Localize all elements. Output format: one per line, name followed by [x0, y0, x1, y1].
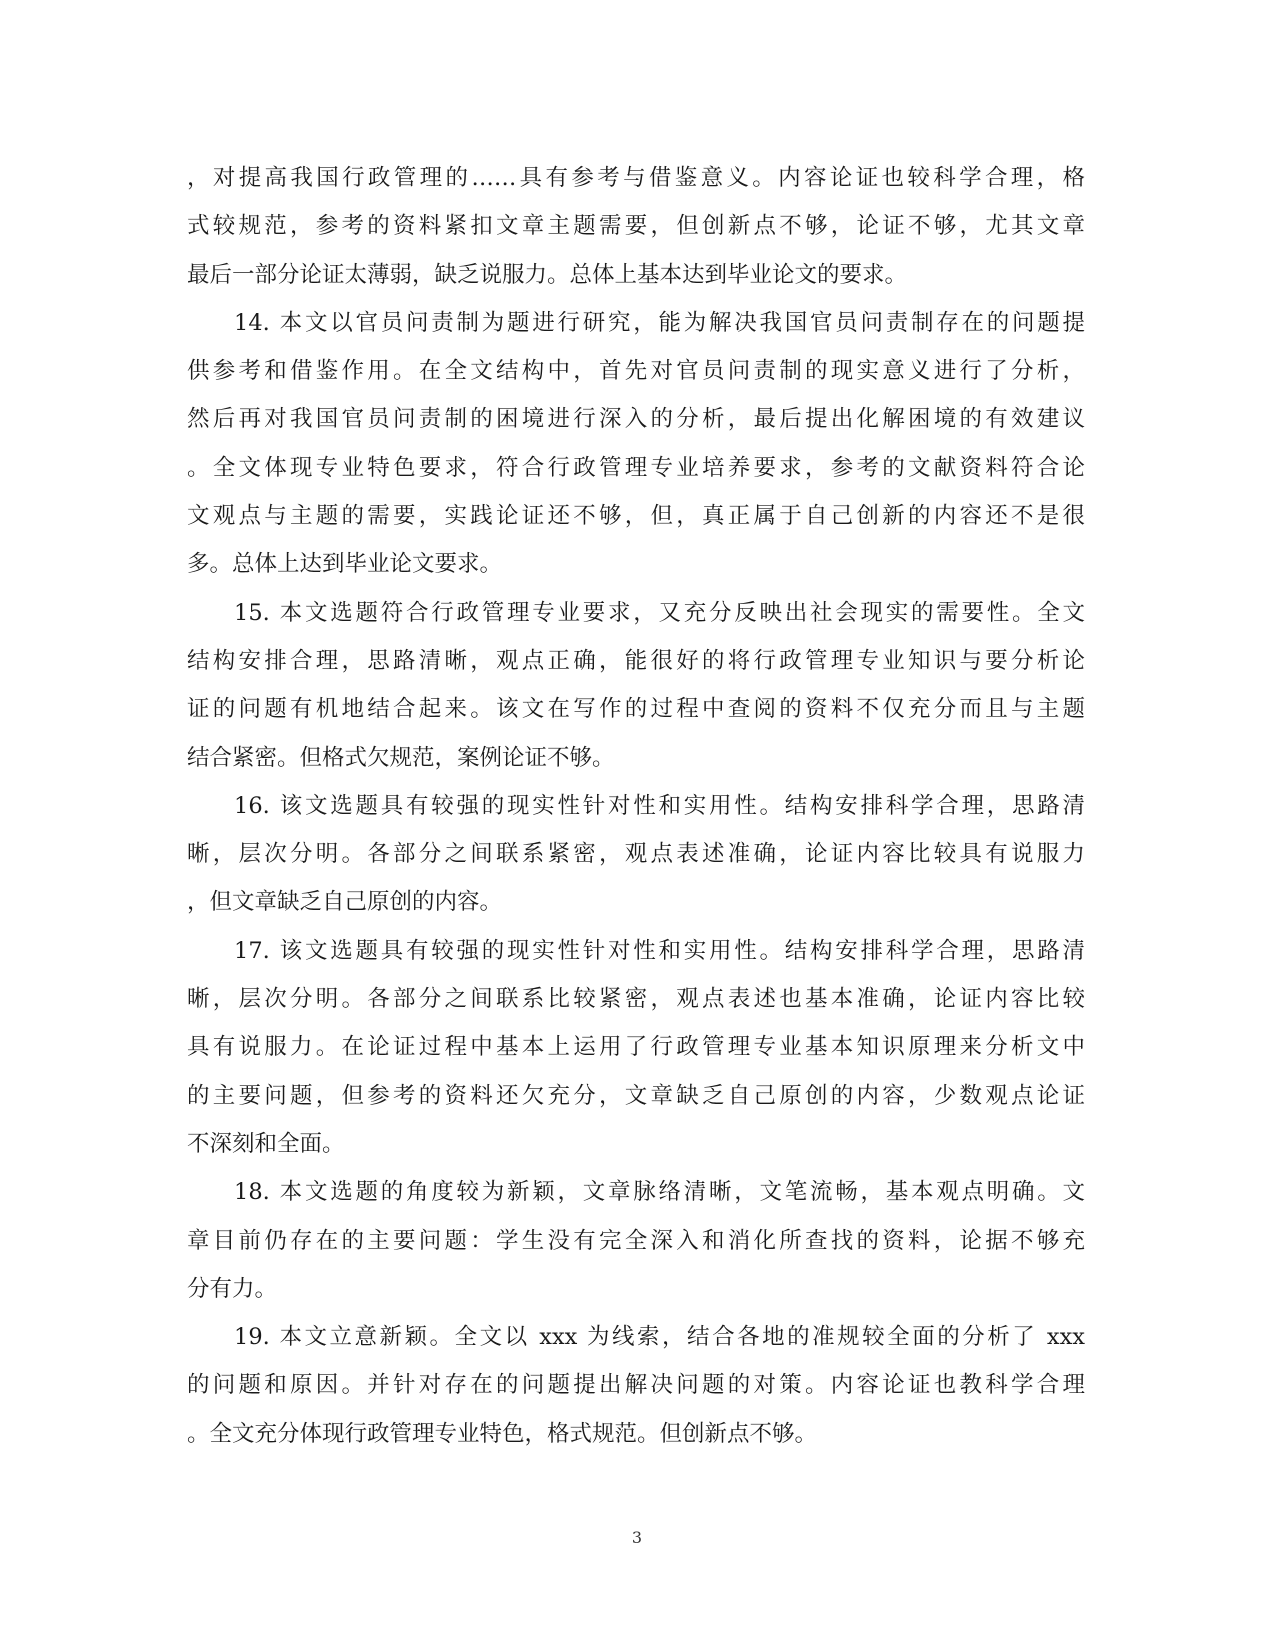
text-line: 。全文体现专业特色要求，符合行政管理专业培养要求，参考的文献资料符合论: [187, 454, 1085, 481]
text-line: 证的问题有机地结合起来。该文在写作的过程中查阅的资料不仅充分而且与主题: [187, 696, 1085, 723]
text-line: 的主要问题，但参考的资料还欠充分，文章缺乏自己原创的内容，少数观点论证: [187, 1082, 1085, 1109]
text-line: 晰，层次分明。各部分之间联系比较紧密，观点表述也基本准确，论证内容比较: [187, 986, 1085, 1013]
text-line: 16. 该文选题具有较强的现实性针对性和实用性。结构安排科学合理，思路清: [234, 792, 1085, 819]
text-line: 式较规范，参考的资料紧扣文章主题需要，但创新点不够，论证不够，尤其文章: [187, 213, 1085, 240]
text-line: ，但文章缺乏自己原创的内容。: [187, 889, 503, 916]
text-line: 19. 本文立意新颖。全文以 xxx 为线索，结合各地的准规较全面的分析了 xxx: [234, 1324, 1085, 1351]
text-line: 具有说服力。在论证过程中基本上运用了行政管理专业基本知识原理来分析文中: [187, 1034, 1085, 1061]
text-line: 14. 本文以官员问责制为题进行研究，能为解决我国官员问责制存在的问题提: [234, 309, 1085, 336]
text-line: 不深刻和全面。: [187, 1130, 345, 1157]
body-text: [187, 154, 1085, 1458]
text-line: 最后一部分论证太薄弱，缺乏说服力。总体上基本达到毕业论文的要求。: [187, 261, 908, 288]
text-line: 15. 本文选题符合行政管理专业要求，又充分反映出社会现实的需要性。全文: [234, 599, 1085, 626]
text-line: 。全文充分体现行政管理专业特色，格式规范。但创新点不够。: [187, 1420, 818, 1447]
text-line: 的问题和原因。并针对存在的问题提出解决问题的对策。内容论证也教科学合理: [187, 1372, 1085, 1399]
text-line: 分有力。: [187, 1275, 278, 1302]
page-number: 3: [631, 1528, 643, 1547]
text-line: 供参考和借鉴作用。在全文结构中，首先对官员问责制的现实意义进行了分析，: [187, 358, 1085, 385]
text-line: 文观点与主题的需要，实践论证还不够，但，真正属于自己创新的内容还不是很: [187, 503, 1085, 530]
text-line: ，对提高我国行政管理的……具有参考与借鉴意义。内容论证也较科学合理，格: [187, 165, 1085, 191]
text-line: 17. 该文选题具有较强的现实性针对性和实用性。结构安排科学合理，思路清: [234, 937, 1085, 964]
text-line: 18. 本文选题的角度较为新颖，文章脉络清晰，文笔流畅，基本观点明确。文: [234, 1179, 1085, 1206]
text-line: 结构安排合理，思路清晰，观点正确，能很好的将行政管理专业知识与要分析论: [187, 647, 1085, 674]
text-line: 多。总体上达到毕业论文要求。: [187, 551, 503, 578]
text-line: 晰，层次分明。各部分之间联系紧密，观点表述准确，论证内容比较具有说服力: [187, 841, 1085, 868]
text-line: 章目前仍存在的主要问题：学生没有完全深入和消化所查找的资料，论据不够充: [187, 1227, 1085, 1254]
text-line: 然后再对我国官员问责制的困境进行深入的分析，最后提出化解困境的有效建议: [187, 406, 1085, 433]
text-line: 结合紧密。但格式欠规范，案例论证不够。: [187, 744, 615, 771]
